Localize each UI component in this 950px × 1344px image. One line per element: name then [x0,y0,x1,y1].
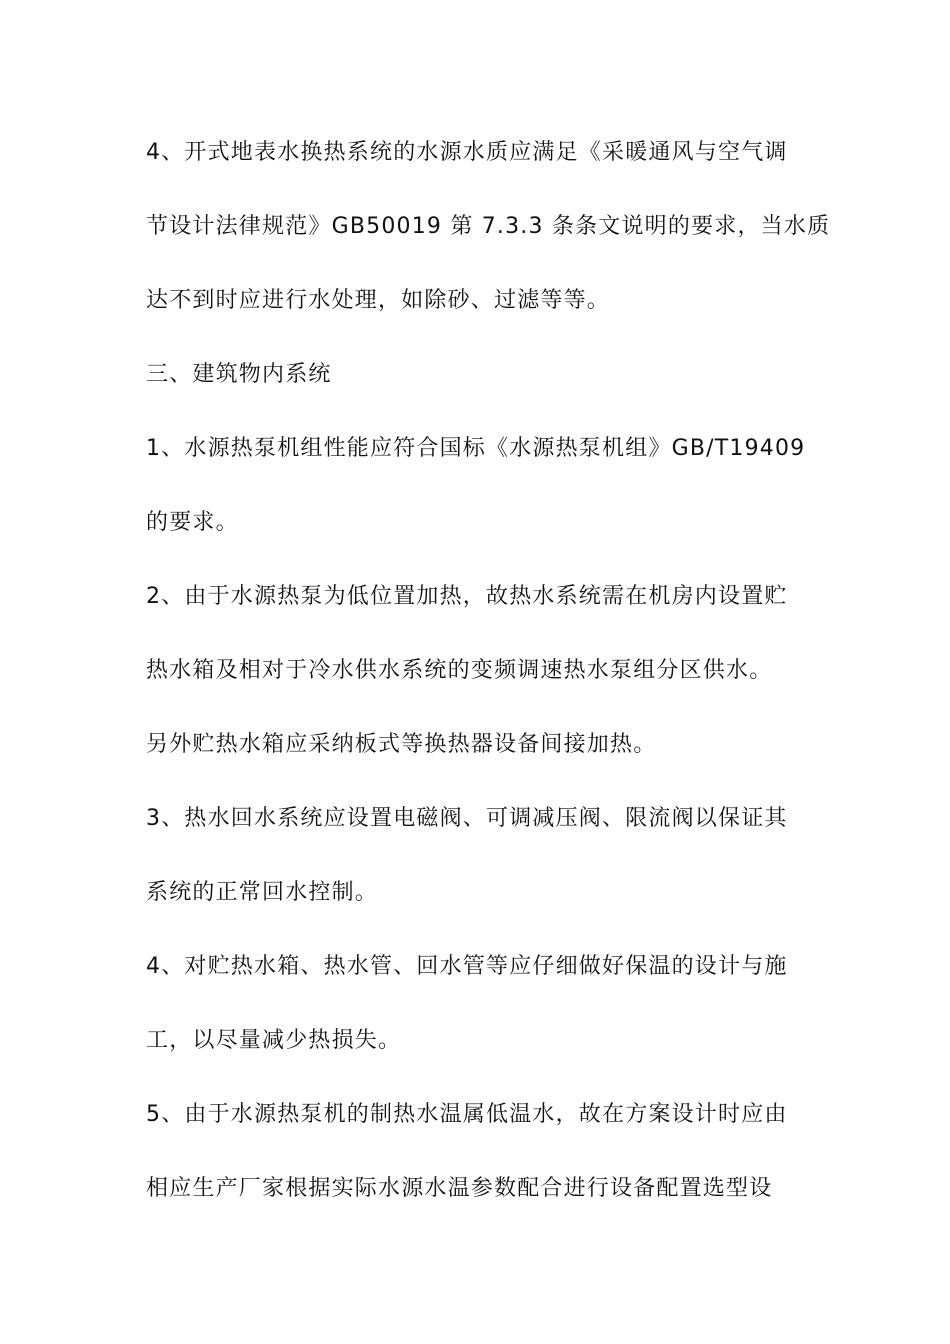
text-line: 达不到时应进行水处理，如除砂、过滤等等。 [146,288,611,313]
text-line: 3、热水回水系统应设置电磁阀、可调减压阀、限流阀以保证其 [146,806,788,831]
text-line: 相应生产厂家根据实际水源水温参数配合进行设备配置选型设 [146,1176,773,1201]
text-line: 的要求。 [146,510,239,535]
text-line: 节设计法律规范》GB50019 第 7.3.3 条条文说明的要求，当水质 [146,214,831,239]
text-line: 热水箱及相对于冷水供水系统的变频调速热水泵组分区供水。 [146,658,773,683]
text-line: 4、开式地表水换热系统的水源水质应满足《采暖通风与空气调 [146,140,788,165]
text-line: 系统的正常回水控制。 [146,880,379,905]
document-body [146,128,831,1238]
text-line: 4、对贮热水箱、热水管、回水管等应仔细做好保温的设计与施 [146,954,788,979]
text-line: 5、由于水源热泵机的制热水温属低温水，故在方案设计时应由 [146,1102,788,1127]
text-line: 1、水源热泵机组性能应符合国标《水源热泵机组》GB/T19409 [146,436,806,461]
section-heading: 三、建筑物内系统 [146,362,332,387]
text-line: 另外贮热水箱应采纳板式等换热器设备间接加热。 [146,732,657,757]
text-line: 工，以尽量减少热损失。 [146,1028,402,1053]
text-line: 2、由于水源热泵为低位置加热，故热水系统需在机房内设置贮 [146,584,788,609]
